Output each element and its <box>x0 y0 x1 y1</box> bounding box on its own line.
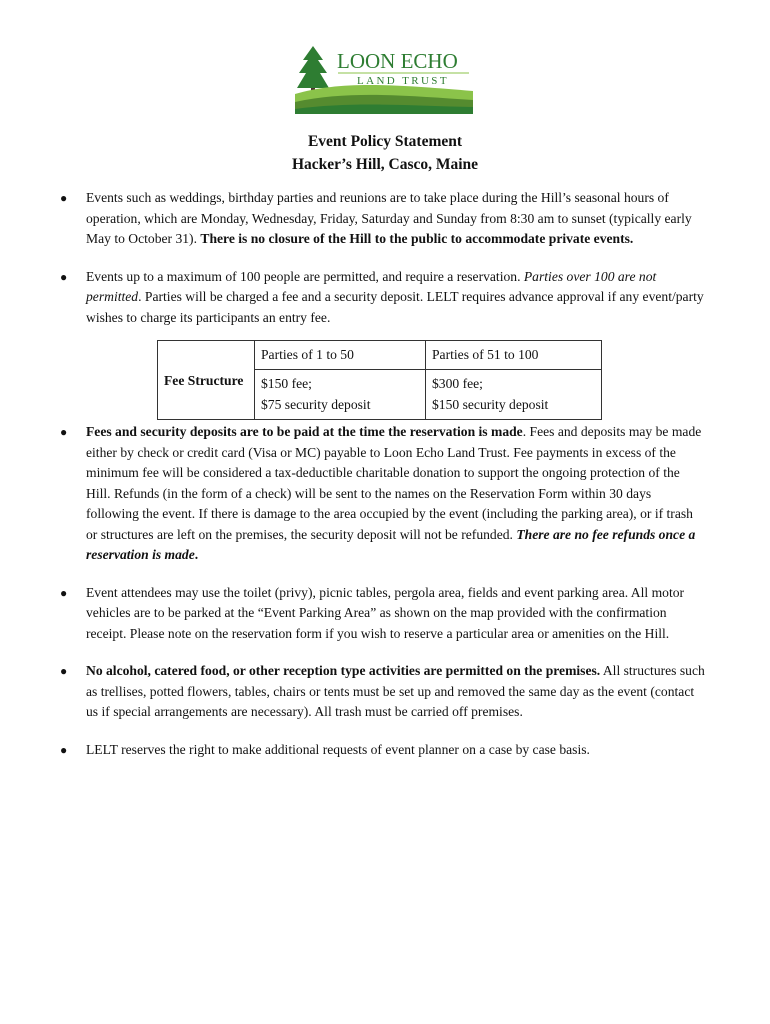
page-title: Event Policy Statement <box>307 133 463 150</box>
policy-item-capacity <box>0 267 706 329</box>
fee-amount: $150 fee; <box>261 376 312 391</box>
policy-italic: Parties over 100 are not permitted <box>86 268 657 304</box>
policy-emphasis: There is no closure of the Hill to the public to accommodate private events. <box>200 231 634 246</box>
loon-echo-logo <box>295 44 473 114</box>
policy-text: . Fees and deposits may be made either by check or credit card (Visa or MC) payable to Loon Echo Land Trust. Fee payments in excess of the minimum fee will be considered a tax-deductible charitable donation to support the ongoing protection of the Hill. Refunds (in the form of a check) will be sent to the names on the Reservation Form within 30 days following the event. If there is damage to the area occupied by the event (including the parking area), or if trash or structures are left on the premises, the security deposit will not be refunded. <box>86 424 702 542</box>
policy-bold-italic: There are no fee refunds once a reservation is made <box>86 526 696 562</box>
fee-table <box>157 340 602 420</box>
title-block <box>0 130 770 176</box>
policy-list <box>0 188 770 760</box>
bullet-icon: ● <box>60 269 68 284</box>
page-subtitle: Hacker’s Hill, Casco, Maine <box>291 156 479 173</box>
policy-item-restrictions <box>0 661 706 723</box>
logo-name-line2: LAND TRUST <box>357 75 449 87</box>
policy-item-requests <box>0 740 706 761</box>
policy-end-punct: . <box>194 547 199 562</box>
bullet-icon: ● <box>60 742 68 757</box>
column-header: Parties of 1 to 50 <box>255 341 426 370</box>
fee-structure <box>0 340 770 420</box>
bullet-icon: ● <box>60 664 68 678</box>
policy-text: Event attendees may use the toilet (privy), picnic tables, pergola area, fields and event parking area. All motor vehicles are to be parked at the “Event Parking Area” as shown on the map provided with the confirmation receipt. Please note on the reservation form if you wish to reserve a particular area or amenities on the Hill. <box>86 584 685 641</box>
policy-text: Events up to a maximum of 100 people are permitted, and require a reservation. <box>86 268 524 284</box>
bullet-icon: ● <box>60 585 68 600</box>
fee-cell-large <box>426 370 602 420</box>
table-row <box>158 341 602 370</box>
policy-emphasis: Fees and security deposits are to be paid at the time the reservation is made <box>86 424 523 439</box>
fee-cell-small <box>255 370 426 420</box>
deposit-amount: $150 security deposit <box>432 397 549 412</box>
fee-structure-label: Fee Structure <box>158 341 255 420</box>
bullet-icon: ● <box>60 191 68 205</box>
policy-text: . Parties will be charged a fee and a security deposit. LELT requires advance approval if any event/party wishes to charge its participants an entry fee. <box>86 289 704 325</box>
policy-item-amenities <box>0 583 706 645</box>
policy-emphasis: No alcohol, catered food, or other reception type activities are permitted on the premises. <box>86 663 601 678</box>
policy-text: LELT reserves the right to make additional requests of event planner on a case by case basis. <box>86 741 590 757</box>
deposit-amount: $75 security deposit <box>261 397 371 412</box>
logo-name-line1: LOON ECHO <box>337 49 458 73</box>
bullet-icon: ● <box>60 425 68 439</box>
policy-item-fees <box>0 422 706 566</box>
fee-amount: $300 fee; <box>432 376 483 391</box>
column-header: Parties of 51 to 100 <box>426 341 602 370</box>
policy-text: All structures such as trellises, potted flowers, tables, chairs or tents must be set up and removed the same day as the event (contact us if special arrangements are necessary). All trash must be carried off premises. <box>86 663 705 719</box>
policy-item-hours <box>0 188 706 250</box>
policy-text: Events such as weddings, birthday parties and reunions are to take place during the Hill’s seasonal hours of operation, which are Monday, Wednesday, Friday, Saturday and Sunday from 8:30 am to sunset (typically early May to October 31). <box>86 190 692 246</box>
